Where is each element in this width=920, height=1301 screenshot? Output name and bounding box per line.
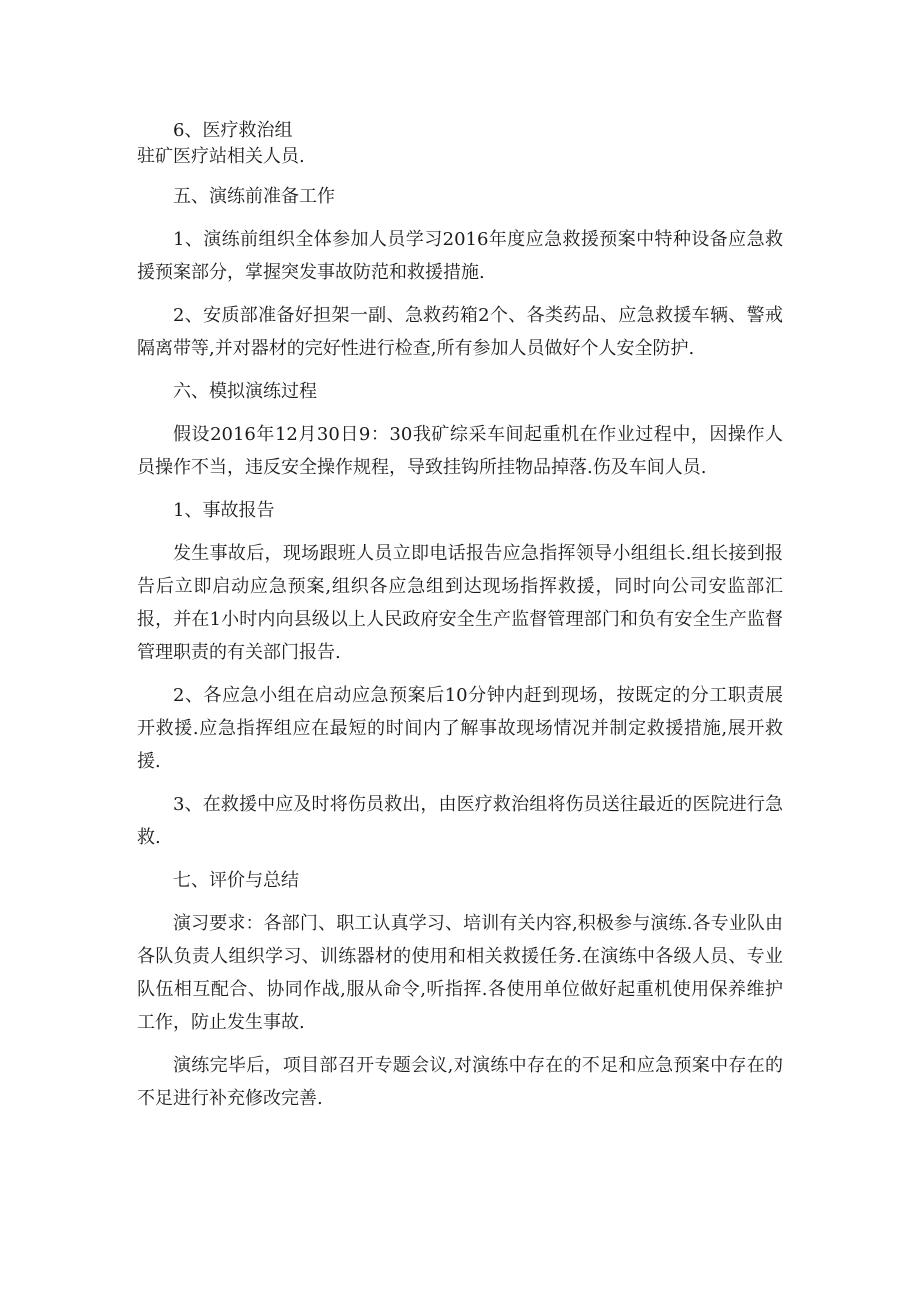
paragraph-accident-report: 发生事故后，现场跟班人员立即电话报告应急指挥领导小组组长.组长接到报告后立即启动应急预案,组织各应急组到达现场指挥救援，同时向公司安监部汇报，并在1小时内向县级以上人民政府安全生产监督管理部门和负有安全生产监督管理职责的有关部门报告. [137,543,783,663]
paragraph-medical-team-members: 驻矿医疗站相关人员. [137,146,305,167]
section-heading-preparation: 五、演练前准备工作 [173,186,335,207]
section-heading-medical-team: 6、医疗救治组 [173,120,293,141]
paragraph-scenario: 假设2016年12月30日9：30我矿综采车间起重机在作业过程中，因操作人员操作不当，违反安全操作规程，导致挂钩所挂物品掉落.伤及车间人员. [137,424,783,478]
paragraph-preparation-2: 2、安质部准备好担架一副、急救药箱2个、各类药品、应急救援车辆、警戒隔离带等,并对器材的完好性进行检查,所有参加人员做好个人安全防护. [137,305,783,359]
document-body [137,118,783,1115]
paragraph-preparation-1: 1、演练前组织全体参加人员学习2016年度应急救援预案中特种设备应急救援预案部分，掌握突发事故防范和救援措施. [137,229,783,283]
section-heading-drill-process: 六、模拟演练过程 [173,381,317,402]
paragraph-rescue: 3、在救援中应及时将伤员救出，由医疗救治组将伤员送往最近的医院进行急救. [137,794,783,848]
paragraph-emergency-groups: 2、各应急小组在启动应急预案后10分钟内赶到现场，按既定的分工职责展开救援.应急指挥组应在最短的时间内了解事故现场情况并制定救援措施,展开救援. [137,685,783,772]
subheading-accident-report: 1、事故报告 [173,500,275,521]
paragraph-post-drill: 演练完毕后，项目部召开专题会议,对演练中存在的不足和应急预案中存在的不足进行补充修改完善. [137,1055,783,1109]
section-heading-evaluation: 七、评价与总结 [173,870,299,891]
paragraph-drill-requirements: 演习要求：各部门、职工认真学习、培训有关内容,积极参与演练.各专业队由各队负责人组织学习、训练器材的使用和相关救援任务.在演练中各级人员、专业队伍相互配合、协同作战,服从命令,听指挥.各使用单位做好起重机使用保养维护工作，防止发生事故. [137,913,783,1033]
